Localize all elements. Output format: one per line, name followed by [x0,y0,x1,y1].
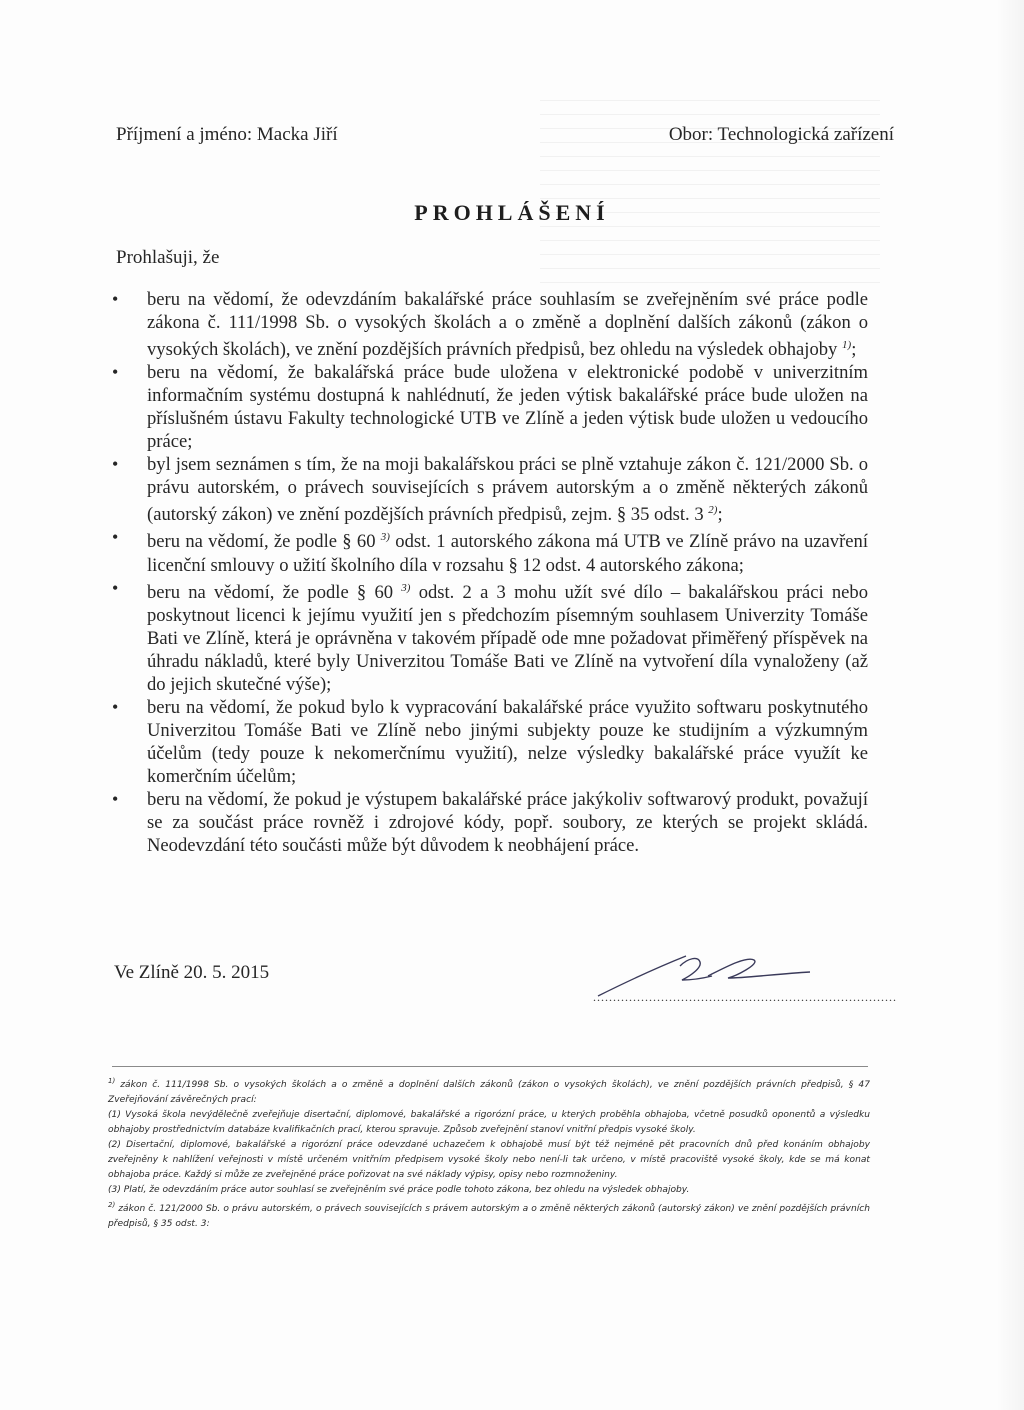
declaration-item [112,361,868,453]
item-text-end: odst. 2 a 3 mohu užít své dílo – bakalářskou práci nebo poskytnout licenci k jejímu využití jen s předchozím písemným souhlasem Univerzity Tomáše Bati ve Zlíně, která je oprávněna v takovém případě ode mne požadovat přiměřený příspěvek na úhradu nákladů, které byly Univerzitou Tomáše Bati ve Zlíně na vytvoření díla vynaloženy (až do jejich skutečné výše); [147,581,869,695]
declaration-item [112,696,868,788]
item-text: beru na vědomí, že bakalářská práce bude uložena v elektronické podobě v univerzitním informačním systému dostupná k nahlédnutí, že jeden výtisk bakalářské práce bude uložen na příslušném ústavu Fakulty technologické UTB ve Zlíně a jeden výtisk bude uložen u vedoucího práce; [147,362,868,453]
item-text: byl jsem seznámen s tím, že na moji bakalářskou práci se plně vztahuje zákon č. 121/2000 Sb. o právu autorském, o právech souvisejících s právem autorským a o změně některých zákonů (autorský zákon) ve znění pozdějších právních předpisů, zejm. § 35 odst. 3 [147,454,868,526]
footnote-1 [108,1074,870,1108]
declaration-list [112,288,868,857]
footnote-ref: 2) [708,504,718,517]
item-text: beru na vědomí, že odevzdáním bakalářské práce souhlasím se zveřejněním své práce podle zákona č. 111/1998 Sb. o vysokých školách a o změně a doplnění dalších zákonů (zákon o vysokých školách), ve znění pozdějších právních předpisů, bez ohledu na výsledek obhajoby [147,289,868,361]
footnotes [108,1074,870,1232]
bullet-icon: • [112,577,119,598]
footnote-paragraph-1: (1) Vysoká škola nevýdělečně zveřejňuje disertační, diplomové, bakalářské a rigorózní práce, u kterých proběhla obhajoba, včetně posudků oponentů a výsledku obhajoby prostřednictvím databáze kvalifikačních prací, kterou spravuje. Způsob zveřejnění stanoví vnitřní předpis vysoké školy. [108,1110,870,1136]
declaration-item [112,577,868,696]
student-name: Příjmení a jméno: Macka Jiří [116,124,338,145]
declaration-item [112,453,868,526]
item-text: beru na vědomí, že podle § 60 [147,581,394,603]
field-of-study: Obor: Technologická zařízení [668,124,894,145]
footnote-2 [108,1198,870,1232]
declaration-item [112,526,868,576]
footnote-ref: 1) [842,339,852,351]
bullet-icon: • [112,289,119,309]
bullet-icon: • [112,362,119,383]
item-text-end: ; [717,504,723,526]
bullet-icon: • [112,527,119,548]
document-title: PROHLÁŠENÍ [414,200,610,225]
item-text: beru na vědomí, že pokud je výstupem bakalářské práce jakýkoliv softwarový produkt, považují se za součást práce rovněž i zdrojové kódy, popř. soubory, ze kterých se projekt skládá. Neodevzdání této součásti může být důvodem k neobhájení práce. [147,788,868,856]
item-text-end: odst. 1 autorského zákona má UTB ve Zlíně právo na uzavření licenční smlouvy o užití školního díla v rozsahu § 12 odst. 4 autorského zákona; [147,531,868,576]
footnote-ref: 3) [401,581,411,594]
bullet-icon: • [112,454,119,475]
footnote-text: zákon č. 111/1998 Sb. o vysokých školách a o změně a doplnění dalších zákonů (zákon o vysokých školách), ve znění pozdějších právních předpisů, § 47 Zveřejňování závěrečných prací: [108,1080,870,1106]
intro-text: Prohlašuji, že [116,247,220,268]
declaration-item [112,288,868,361]
place-and-date: Ve Zlíně 20. 5. 2015 [114,962,270,983]
footnote-paragraph-3: (3) Platí, že odevzdáním práce autor souhlasí se zveřejněním své práce podle tohoto zákona, bez ohledu na výsledek obhajoby. [108,1185,690,1196]
header-row [116,124,894,146]
bullet-icon: • [112,696,119,717]
signature-line: ............................................................................ [593,990,897,1004]
item-text: beru na vědomí, že podle § 60 [147,531,376,553]
item-text: beru na vědomí, že pokud bylo k vypracování bakalářské práce využito softwaru poskytnutého Univerzitou Tomáše Bati ve Zlíně nebo jinými subjekty pouze ke studijním a výzkumným účelům (tedy pouze k nekomerčnímu využití), nelze výsledky bakalářské práce využít ke komerčním účelům; [147,696,868,787]
footnote-paragraph-2: (2) Disertační, diplomové, bakalářské a rigorózní práce odevzdané uchazečem k obhajobě musí být též nejméně pět pracovních dnů před konáním obhajoby zveřejněny k nahlížení veřejnosti v místě určeném vnitřním předpisem vysoké školy nebo není-li tak určeno, v místě pracoviště vysoké školy, kde se má konat obhajoba práce. Každý si může ze zveřejněné práce pořizovat na své náklady výpisy, opisy nebo rozmnoženiny. [108,1140,870,1181]
item-text-end: ; [851,339,857,361]
declaration-item [112,788,868,857]
footnote-ref: 3) [380,531,390,544]
bullet-icon: • [112,788,119,809]
footnote-marker: 1) [108,1077,116,1085]
footnote-marker: 2) [108,1201,116,1210]
footnote-text: zákon č. 121/2000 Sb. o právu autorském, o právech souvisejících s právem autorským a o změně některých zákonů (autorský zákon) ve znění pozdějších právních předpisů, § 35 odst. 3: [108,1204,870,1230]
footnote-divider [112,1066,868,1067]
